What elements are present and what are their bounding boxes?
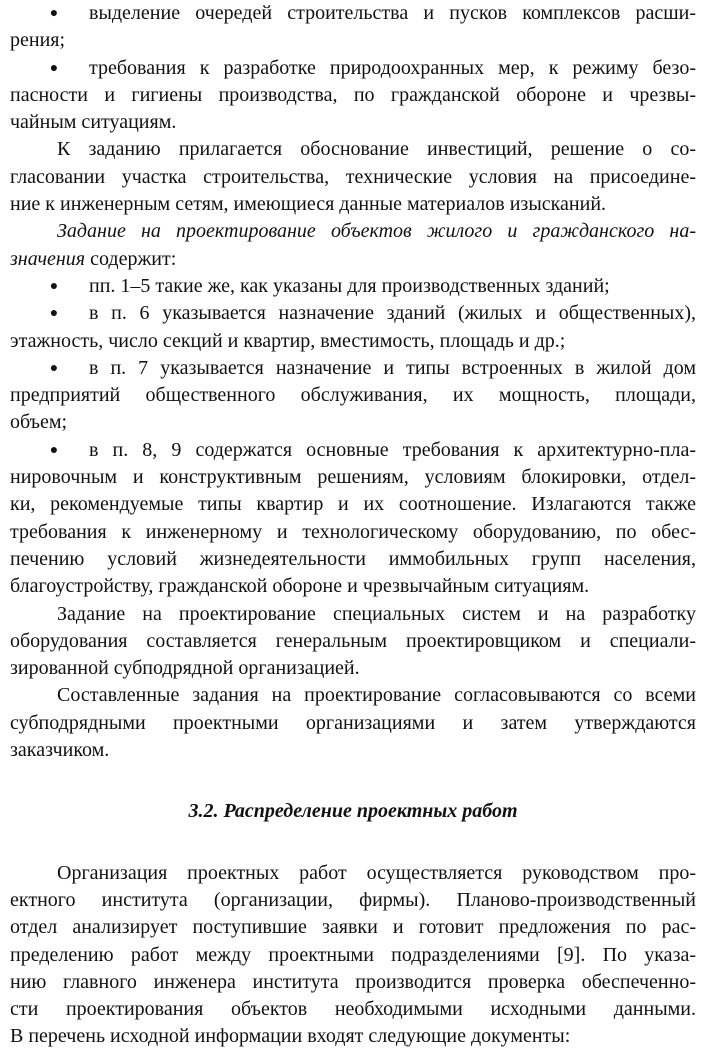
spacer [10,764,696,798]
section-heading: 3.2. Распределение проектных работ [188,800,518,823]
text-line: оборудования составляется генеральным проектировщиком и специали- [10,629,696,652]
text-line: отдел анализирует поступившие заявки и готовит предложения по рас- [10,916,696,939]
text-line: ние к инженерным сетям, имеющиеся данные материалов изысканий. [10,193,607,216]
text-line: печению условий жизнедеятельности иммобильных групп населения, [10,547,696,570]
bullet-item: ● в п. 6 указывается назначение зданий (жилых и общественных), [10,300,696,327]
paragraph-first-line: Составленные задания на проектирование согласовываются со всеми [57,684,696,707]
bullet-item: ● требования к разработке природоохранных мер, к режиму безо- [10,55,696,82]
bullet-icon: ● [49,6,59,21]
text-line: субподрядными проектными организациями и затем утверждаются [10,711,696,734]
bullet-item: ● в п. 8, 9 содержатся основные требования к архитектурно-пла- [10,437,696,464]
text-line: пасности и гигиены производства, по гражданской обороне и чрезвы- [10,83,696,106]
bullet-icon: ● [49,60,59,76]
bullet-icon: ● [49,360,59,376]
text-line: ки, рекомендуемые типы квартир и их соотношение. Излагаются также [10,493,696,516]
paragraph-first-line: Задание на проектирование специальных систем и на разработку [57,602,696,625]
bullet-icon: ● [49,306,59,322]
text-line: нию главного инженера института производится проверка обеспеченно- [10,970,696,993]
bullet-item: ● пп. 1–5 такие же, как указаны для производственных зданий; [10,273,696,300]
text-line: гласовании участка строительства, технические условия на присоедине- [10,165,696,188]
bullet-icon: ● [49,278,59,294]
text-line: ектного института (организации, фирмы). Планово-производственный [10,888,696,911]
paragraph-first-line: Задание на проектирование объектов жилого и гражданского на- [57,220,696,243]
text-line: заказчиком. [10,739,110,762]
spacer [10,826,696,860]
text-line: требования к инженерному и технологическому оборудованию, по обес- [10,520,696,543]
bullet-item: ● в п. 7 указывается назначение и типы встроенных в жилой дом [10,355,696,382]
paragraph-first-line: Организация проектных работ осуществляется руководством про- [57,861,696,884]
text-line: предприятий общественного обслуживания, их мощность, площади, [10,384,696,407]
text-line: чайным ситуациям. [10,111,177,134]
text-line: рения; [10,29,66,52]
bullet-item: ● выделение очередей строительства и пусков комплексов расши- [10,0,696,27]
paragraph-first-line: К заданию прилагается обоснование инвестиций, решение о со- [57,138,696,161]
text-line: нировочным и конструктивным решениям, условиям блокировки, отдел- [10,466,696,489]
text-line: пределению работ между проектными подразделениями [9]. По указа- [10,943,696,966]
text-line: сти проектирования объектов необходимыми исходными данными. [10,998,696,1021]
text-line: значения содержит: [10,247,177,270]
text-line: В перечень исходной информации входят следующие документы: [10,1025,571,1048]
text-line: объем; [10,411,68,434]
text-line: зированной субподрядной организацией. [10,657,360,680]
text-line: этажность, число секций и квартир, вместимость, площадь и др.; [10,329,566,352]
bullet-icon: ● [49,442,59,458]
text-line: благоустройству, гражданской обороне и чрезвычайным ситуациям. [10,575,590,598]
